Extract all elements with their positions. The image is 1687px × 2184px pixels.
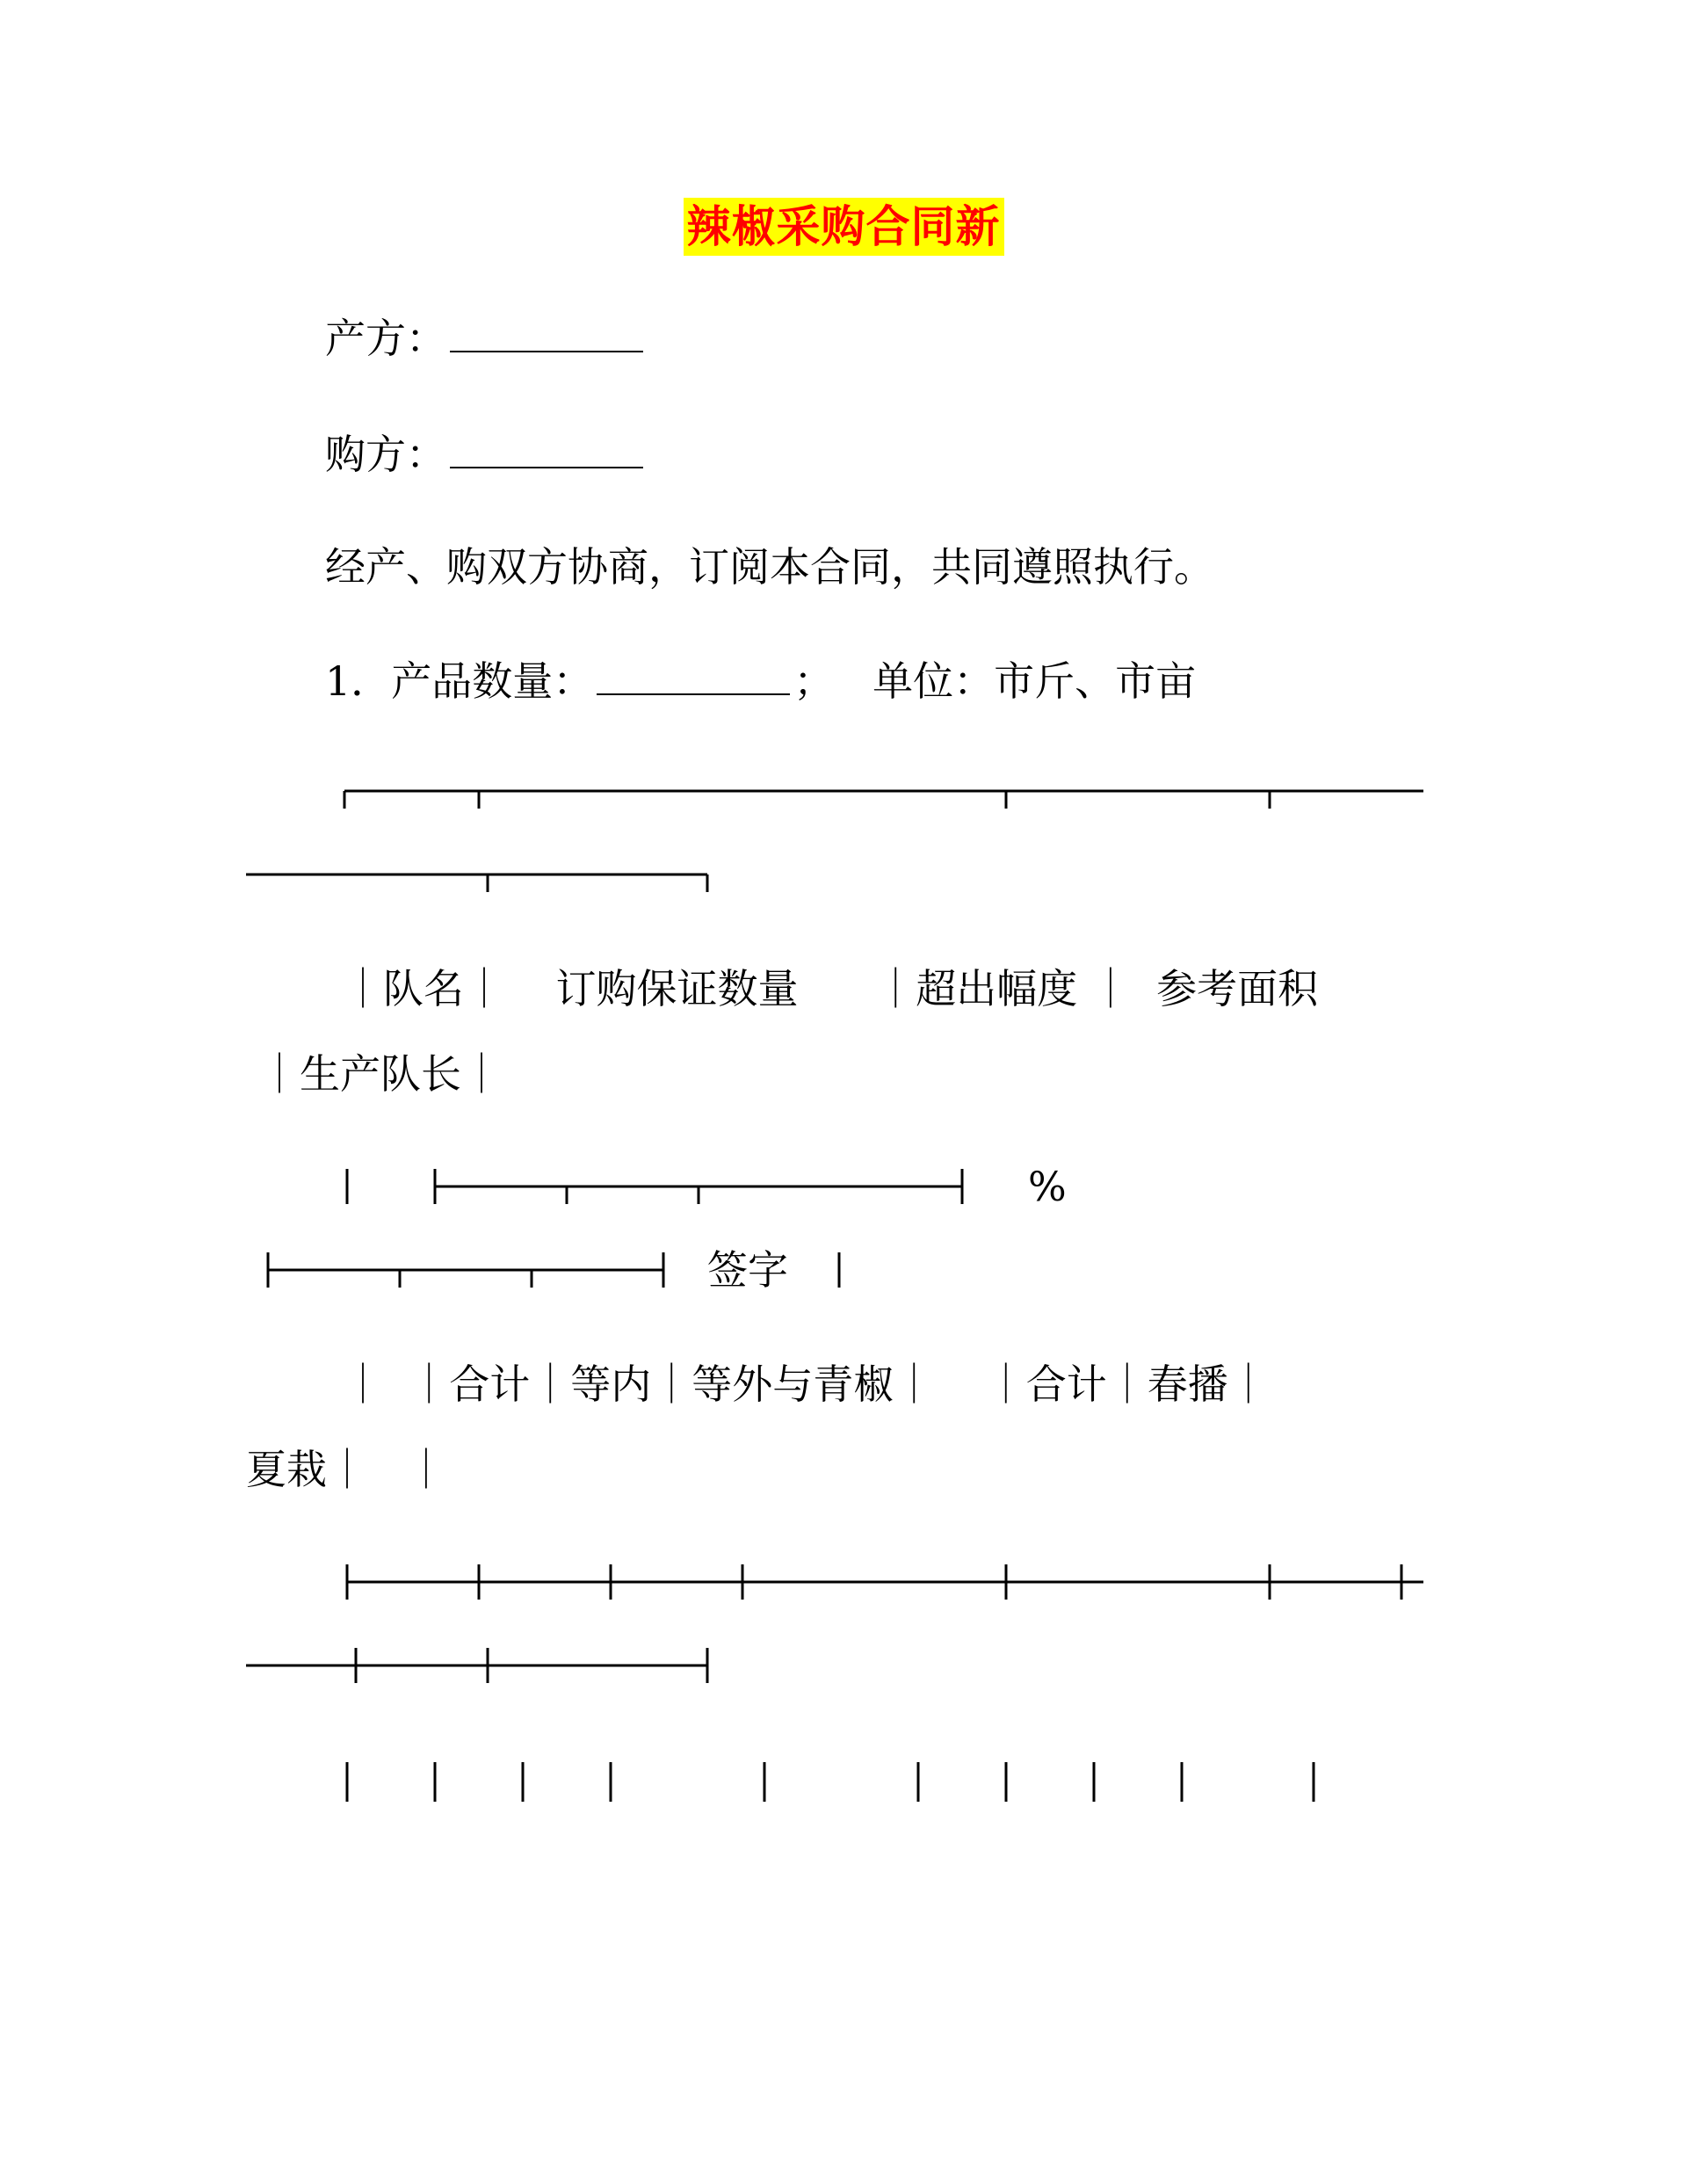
clause-1-unit: 单位：市斤、市亩 [872, 657, 1197, 705]
header-team-name: 队名 [383, 965, 464, 1012]
header-spring-sowing: 春播 [1147, 1360, 1228, 1408]
header-area-subtotal: 合计 [1025, 1360, 1107, 1408]
clause-1-suffix: ； [793, 657, 835, 705]
header-excess-range: 超出幅度 [916, 965, 1078, 1012]
percent-sign: % [1028, 1163, 1067, 1210]
producer-blank [450, 312, 643, 352]
header-team-leader: 生产队长 [300, 1050, 461, 1098]
signature-label: 签字 [707, 1246, 788, 1294]
header-grade-out: 等外与青椒 [691, 1360, 894, 1408]
table-header-row-2-cont: 夏栽｜ ｜ [246, 1446, 446, 1493]
table-rule-3 [0, 1556, 1687, 1696]
table-header-row-1-cont: ｜生产队长｜ [259, 1050, 502, 1098]
header-grade-in: 等内 [570, 1360, 652, 1408]
table-rule-2 [0, 1160, 1687, 1301]
buyer-line [325, 428, 647, 481]
header-subtotal: 合计 [449, 1360, 531, 1408]
producer-label: 产方： [325, 315, 446, 362]
producer-line [325, 312, 647, 365]
table-data-row [0, 1758, 1687, 1810]
table-header-row-2: ｜ ｜合计｜等内｜等外与青椒｜ ｜合计｜春播｜ [343, 1360, 1269, 1408]
intro-paragraph: 经产、购双方协商，订阅本合同，共同遵照执行。 [325, 543, 1214, 591]
header-reference-area: 参考面积 [1156, 965, 1319, 1012]
table-top-border [0, 773, 1687, 914]
header-order-quantity: 订购保证数量 [555, 965, 799, 1012]
document-title: 辣椒采购合同新 [684, 198, 1004, 256]
table-header-row-1: ｜队名｜ 订购保证数量 ｜超出幅度 ｜ 参考面积 [343, 965, 1319, 1012]
clause-1 [325, 655, 1196, 707]
buyer-label: 购方： [325, 431, 446, 478]
header-summer-planting: 夏栽 [246, 1446, 327, 1493]
buyer-blank [450, 428, 643, 468]
clause-1-prefix: 1．产品数量： [325, 657, 594, 705]
quantity-blank [597, 655, 790, 695]
